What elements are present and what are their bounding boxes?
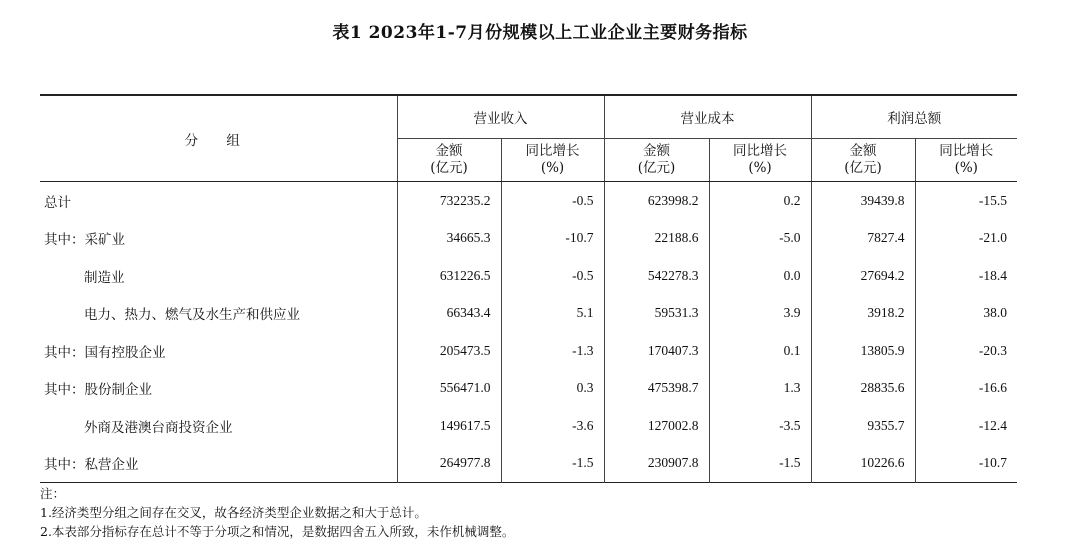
- growth-cell: 1.3: [709, 370, 811, 408]
- row-label: 外商及港澳台商投资企业: [84, 419, 233, 436]
- financial-indicators-table: [40, 94, 1017, 483]
- growth-cell: -20.3: [915, 332, 1017, 370]
- table-notes: [40, 484, 514, 541]
- amount-cell: 28835.6: [811, 370, 915, 408]
- amount-cell: 9355.7: [811, 407, 915, 445]
- amount-cell: 205473.5: [397, 332, 501, 370]
- growth-subheader: 同比增长 (%): [501, 139, 604, 182]
- cost-header: 营业成本: [604, 95, 811, 139]
- amount-cell: 34665.3: [397, 220, 501, 258]
- row-label: 其中：股份制企业: [44, 382, 152, 399]
- row-label: 其中：国有控股企业: [44, 344, 166, 361]
- growth-cell: -10.7: [501, 220, 604, 258]
- amount-cell: 7827.4: [811, 220, 915, 258]
- amount-cell: 556471.0: [397, 370, 501, 408]
- growth-cell: -12.4: [915, 407, 1017, 445]
- growth-cell: -0.5: [501, 257, 604, 295]
- growth-cell: 3.9: [709, 295, 811, 333]
- table-body: [40, 182, 1017, 483]
- row-label: 电力、热力、燃气及水生产和供应业: [84, 307, 300, 324]
- row-label: 总计: [44, 194, 71, 211]
- amount-cell: 170407.3: [604, 332, 709, 370]
- growth-cell: -15.5: [915, 182, 1017, 220]
- table-row: [40, 407, 1017, 445]
- growth-cell: -0.5: [501, 182, 604, 220]
- amount-cell: 59531.3: [604, 295, 709, 333]
- amount-cell: 10226.6: [811, 445, 915, 483]
- table-row: [40, 257, 1017, 295]
- growth-cell: -1.5: [501, 445, 604, 483]
- growth-cell: -18.4: [915, 257, 1017, 295]
- growth-cell: 5.1: [501, 295, 604, 333]
- growth-cell: 38.0: [915, 295, 1017, 333]
- amount-cell: 542278.3: [604, 257, 709, 295]
- table-title: 表1 2023年1-7月份规模以上工业企业主要财务指标: [332, 23, 748, 43]
- amount-cell: 475398.7: [604, 370, 709, 408]
- table-row: [40, 295, 1017, 333]
- growth-cell: -1.3: [501, 332, 604, 370]
- growth-cell: -3.5: [709, 407, 811, 445]
- table-row: [40, 370, 1017, 408]
- growth-cell: 0.2: [709, 182, 811, 220]
- growth-cell: 0.1: [709, 332, 811, 370]
- growth-cell: -3.6: [501, 407, 604, 445]
- amount-cell: 39439.8: [811, 182, 915, 220]
- table-row: [40, 445, 1017, 483]
- growth-subheader: 同比增长 (%): [915, 139, 1017, 182]
- row-label: 其中：私营企业: [44, 457, 139, 474]
- growth-cell: -10.7: [915, 445, 1017, 483]
- amount-cell: 149617.5: [397, 407, 501, 445]
- growth-cell: -1.5: [709, 445, 811, 483]
- amount-cell: 230907.8: [604, 445, 709, 483]
- notes-heading: 注：: [40, 486, 66, 501]
- amount-subheader: 金额 (亿元): [604, 139, 709, 182]
- table-row: [40, 182, 1017, 220]
- growth-cell: 0.3: [501, 370, 604, 408]
- amount-cell: 13805.9: [811, 332, 915, 370]
- growth-cell: -5.0: [709, 220, 811, 258]
- amount-cell: 264977.8: [397, 445, 501, 483]
- amount-subheader: 金额 (亿元): [397, 139, 501, 182]
- growth-cell: -16.6: [915, 370, 1017, 408]
- amount-subheader: 金额 (亿元): [811, 139, 915, 182]
- amount-cell: 127002.8: [604, 407, 709, 445]
- profit-header: 利润总额: [811, 95, 1017, 139]
- table-row: [40, 332, 1017, 370]
- row-label: 其中：采矿业: [44, 232, 125, 249]
- amount-cell: 27694.2: [811, 257, 915, 295]
- amount-cell: 66343.4: [397, 295, 501, 333]
- amount-cell: 631226.5: [397, 257, 501, 295]
- growth-cell: -21.0: [915, 220, 1017, 258]
- note-2: 2.本表部分指标存在总计不等于分项之和情况，是数据四舍五入所致，未作机械调整。: [40, 524, 515, 539]
- table-row: [40, 220, 1017, 258]
- growth-cell: 0.0: [709, 257, 811, 295]
- amount-cell: 623998.2: [604, 182, 709, 220]
- group-column-header: 分 组: [40, 95, 397, 182]
- amount-cell: 732235.2: [397, 182, 501, 220]
- revenue-header: 营业收入: [397, 95, 604, 139]
- note-1: 1.经济类型分组之间存在交叉，故各经济类型企业数据之和大于总计。: [40, 505, 427, 520]
- row-label: 制造业: [84, 269, 125, 286]
- amount-cell: 3918.2: [811, 295, 915, 333]
- growth-subheader: 同比增长 (%): [709, 139, 811, 182]
- amount-cell: 22188.6: [604, 220, 709, 258]
